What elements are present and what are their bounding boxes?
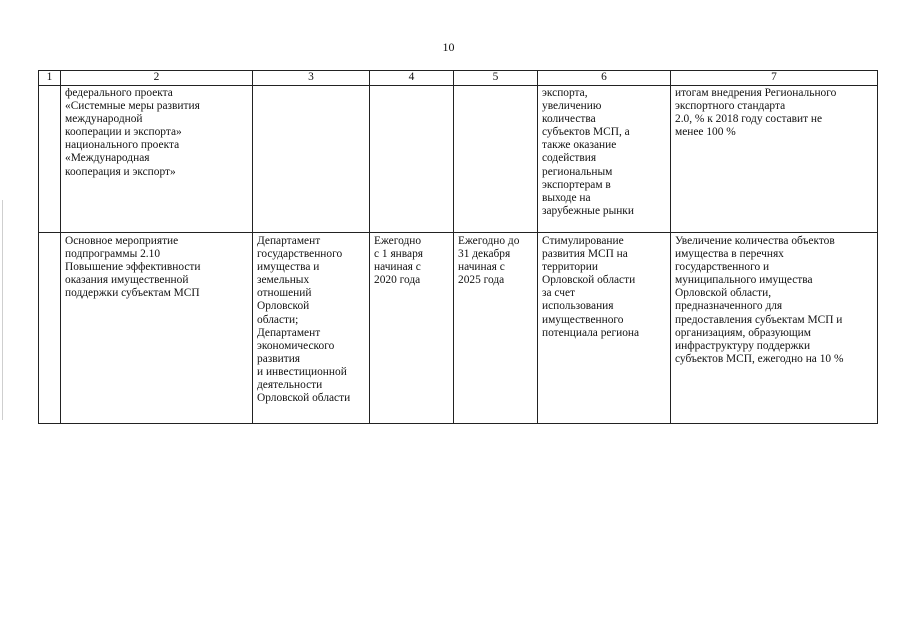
expected-result-cell: Стимулирование развития МСП на территории Орловской области за счет использования имущественного потенциала региона bbox=[538, 233, 671, 424]
table-row bbox=[39, 86, 878, 233]
column-header-3: 3 bbox=[253, 71, 370, 86]
end-date-cell: Ежегодно до 31 декабря начиная с 2025 года bbox=[454, 233, 538, 424]
table-row bbox=[39, 233, 878, 424]
measure-name-cell: Основное мероприятие подпрограммы 2.10 Повышение эффективности оказания имущественной поддержки субъектам МСП bbox=[61, 233, 253, 424]
page-number: 10 bbox=[442, 40, 455, 54]
column-header-7: 7 bbox=[671, 71, 878, 86]
expected-result-cell: экспорта, увеличению количества субъектов МСП, а также оказание содействия региональным экспортерам в выходе на зарубежные рынки bbox=[538, 86, 671, 233]
end-date-cell bbox=[454, 86, 538, 233]
table-header-row bbox=[39, 71, 878, 86]
column-header-6: 6 bbox=[538, 71, 671, 86]
row-number-cell bbox=[39, 86, 61, 233]
row-number-cell bbox=[39, 233, 61, 424]
measure-name-cell: федерального проекта «Системные меры развития международной кооперации и экспорта» национального проекта «Международная кооперация и экспорт» bbox=[61, 86, 253, 233]
column-header-5: 5 bbox=[454, 71, 538, 86]
column-header-2: 2 bbox=[61, 71, 253, 86]
measures-table bbox=[38, 70, 878, 424]
indicator-cell: Увеличение количества объектов имущества в перечнях государственного и муниципального имущества Орловской области, предназначенного для предоставления субъектам МСП и организациям, образующим инфраструктуру поддержки субъектов МСП, ежегодно на 10 % bbox=[671, 233, 878, 424]
column-header-1: 1 bbox=[39, 71, 61, 86]
start-date-cell bbox=[370, 86, 454, 233]
executor-cell bbox=[253, 86, 370, 233]
scan-margin-mark bbox=[2, 200, 5, 420]
indicator-cell: итогам внедрения Регионального экспортного стандарта 2.0, % к 2018 году составит не менее 100 % bbox=[671, 86, 878, 233]
start-date-cell: Ежегодно с 1 января начиная с 2020 года bbox=[370, 233, 454, 424]
executor-cell: Департамент государственного имущества и земельных отношений Орловской области; Департамент экономического развития и инвестиционной деятельности Орловской области bbox=[253, 233, 370, 424]
column-header-4: 4 bbox=[370, 71, 454, 86]
